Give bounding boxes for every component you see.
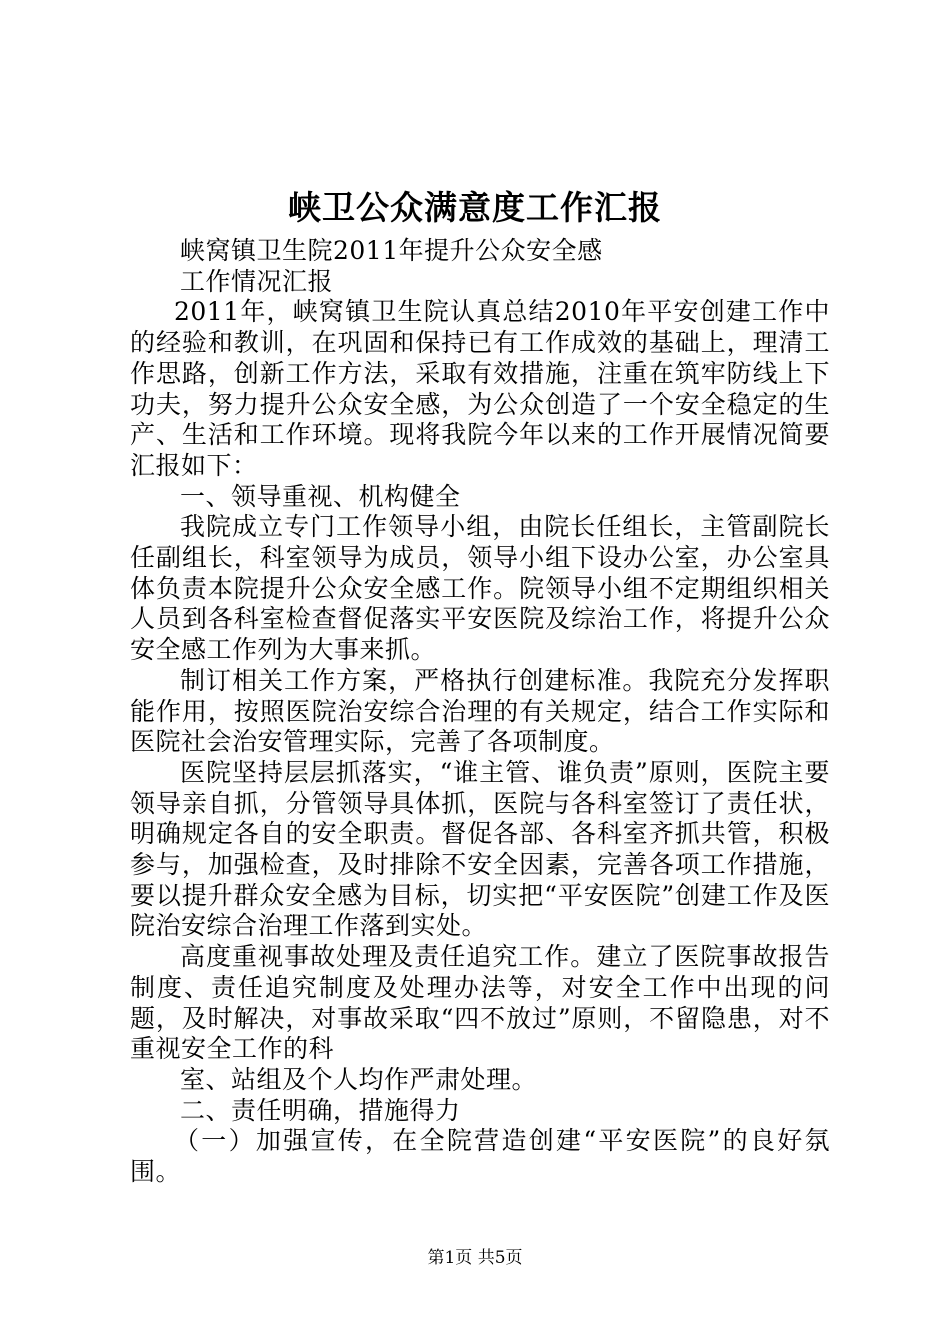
- paragraph-intro: 2011年，峡窝镇卫生院认真总结2010年平安创建工作中的经验和教训，在巩固和保持已有工作成效的基础上，理清工作思路，创新工作方法，采取有效措施，注重在筑牢防线上下功夫，努力提升公众安全感，为公众创造了一个安全稳定的生产、生活和工作环境。现将我院今年以来的工作开展情况简要汇报如下：: [130, 297, 830, 480]
- paragraph-plan: 制订相关工作方案，严格执行创建标准。我院充分发挥职能作用，按照医院治安综合治理的有关规定，结合工作实际和医院社会治安管理实际，完善了各项制度。: [130, 665, 830, 757]
- subtitle-line-2: 工作情况汇报: [180, 266, 334, 296]
- subtitle-line-1: 峡窝镇卫生院2011年提升公众安全感: [180, 236, 603, 265]
- document-title: 峡卫公众满意度工作汇报: [288, 188, 662, 227]
- paragraph-responsibility: 医院坚持层层抓落实，“谁主管、谁负责”原则，医院主要领导亲自抓，分管领导具体抓，医院与各科室签订了责任状，明确规定各自的安全职责。督促各部、各科室齐抓共管，积极参与，加强检查，及时排除不安全因素，完善各项工作措施，要以提升群众安全感为目标，切实把“平安医院”创建工作及医院治安综合治理工作落到实处。: [130, 757, 830, 941]
- document-body: [130, 236, 830, 1188]
- paragraph-accident-cont: 室、站组及个人均作严肃处理。: [180, 1064, 538, 1094]
- section-heading-1: 一、领导重视、机构健全: [180, 481, 461, 511]
- section-heading-2: 二、责任明确，措施得力: [180, 1095, 461, 1125]
- page-footer: 第1页 共5页: [427, 1248, 523, 1268]
- paragraph-leadership: 我院成立专门工作领导小组，由院长任组长，主管副院长任副组长，科室领导为成员，领导小组下设办公室，办公室具体负责本院提升公众安全感工作。院领导小组不定期组织相关人员到各科室检查督促落实平安医院及综治工作，将提升公众安全感工作列为大事来抓。: [130, 512, 830, 665]
- paragraph-accident: 高度重视事故处理及责任追究工作。建立了医院事故报告制度、责任追究制度及处理办法等，对安全工作中出现的问题，及时解决，对事故采取“四不放过”原则，不留隐患，对不重视安全工作的科: [130, 942, 830, 1064]
- subsection-heading-1: （一）加强宣传，在全院营造创建“平安医院”的良好氛围。: [130, 1126, 830, 1187]
